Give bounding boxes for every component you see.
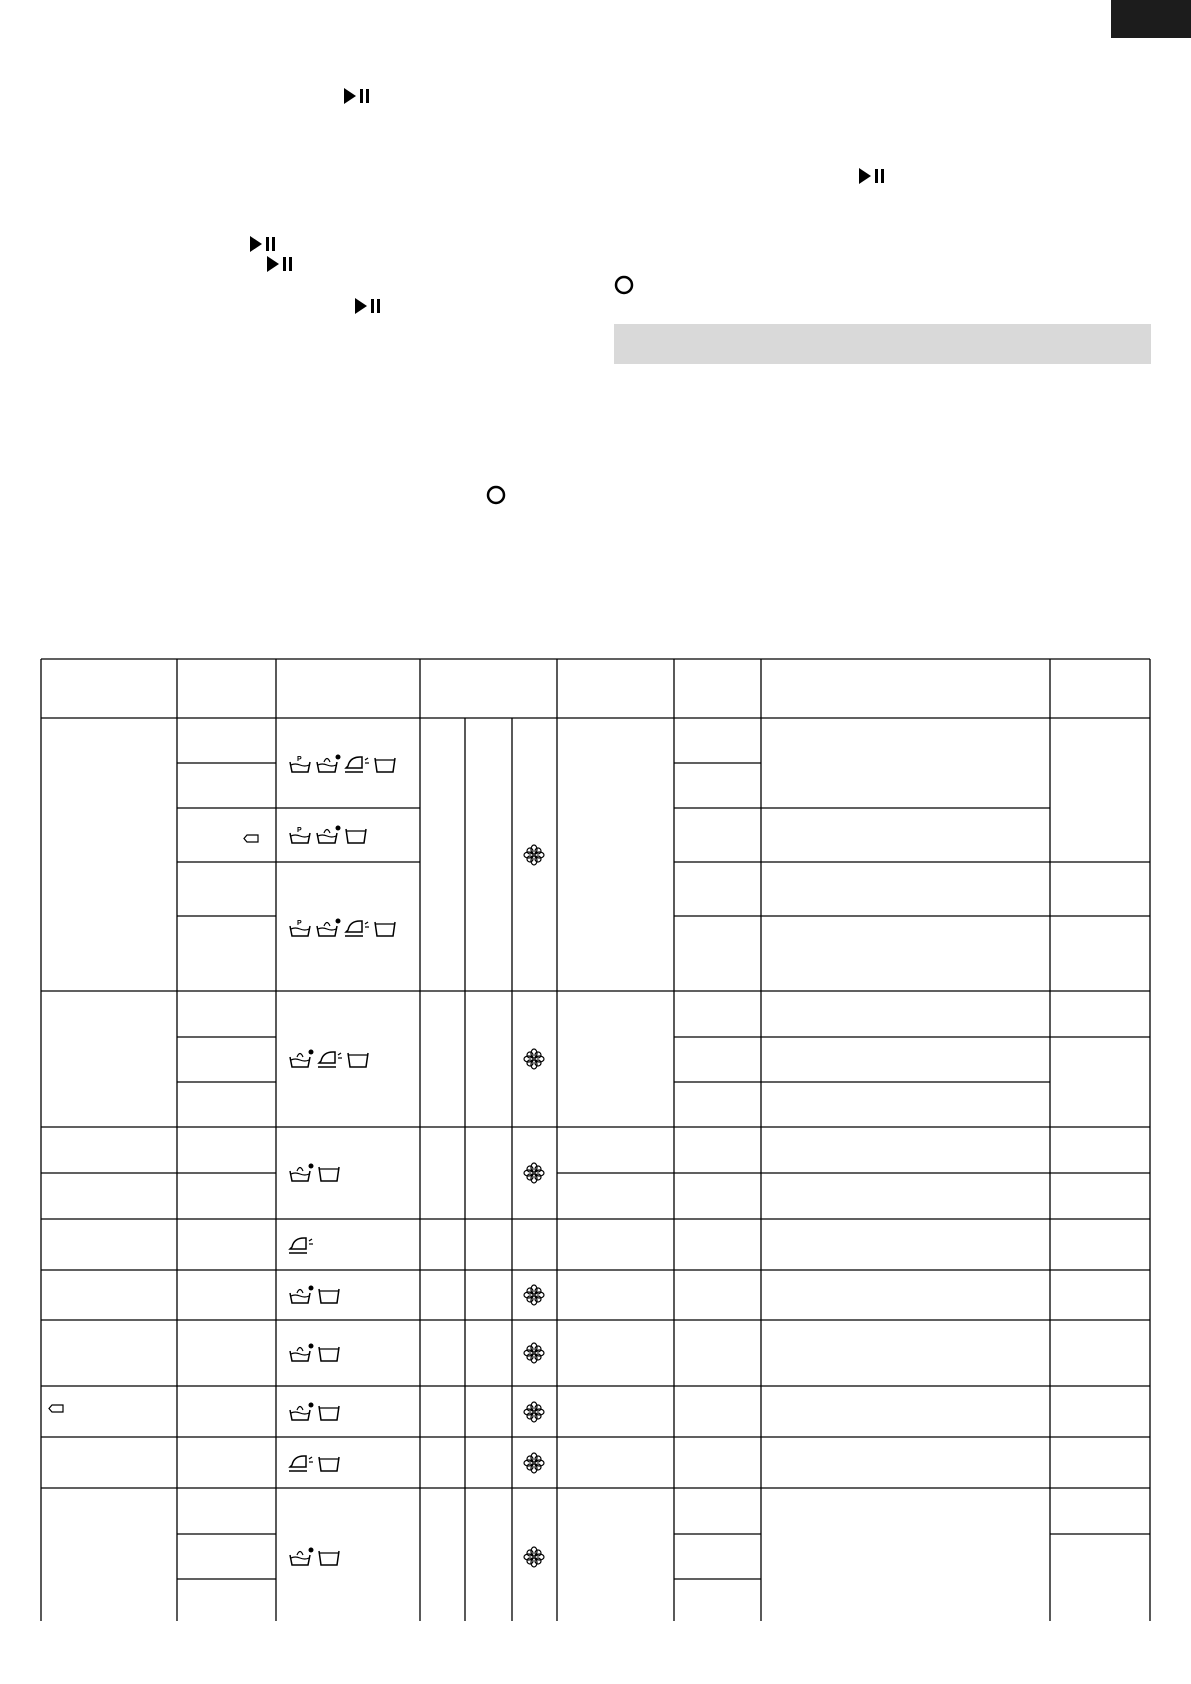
steam-iron-icon (288, 1235, 314, 1255)
play-pause-icon (249, 235, 277, 253)
softener-tub-icon (288, 1285, 314, 1305)
drain-tub-icon (317, 1402, 341, 1422)
drain-tub-icon (317, 1285, 341, 1305)
spin-flower-icon (523, 844, 545, 866)
softener-tub-icon (288, 1343, 314, 1363)
spin-flower-icon (523, 1546, 545, 1568)
tag-icon (48, 1400, 64, 1409)
language-tab (1111, 0, 1191, 38)
steam-iron-icon (344, 918, 370, 938)
prewash-tub-icon (288, 754, 312, 774)
tag-icon (243, 830, 259, 839)
care-symbols (288, 1343, 341, 1363)
spin-flower-icon (523, 1452, 545, 1474)
prewash-tub-icon (288, 825, 312, 845)
care-symbols (288, 1049, 370, 1069)
drain-tub-icon (344, 825, 368, 845)
drain-tub-icon (373, 754, 397, 774)
care-symbols (288, 1285, 341, 1305)
softener-tub-icon (288, 1163, 314, 1183)
drain-tub-icon (317, 1163, 341, 1183)
circle-icon (485, 484, 507, 506)
softener-tub-icon (288, 1049, 314, 1069)
care-symbols (288, 918, 397, 938)
care-symbols (288, 825, 368, 845)
circle-icon (613, 274, 635, 296)
care-symbols (288, 1453, 341, 1473)
drain-tub-icon (317, 1343, 341, 1363)
steam-iron-icon (344, 754, 370, 774)
play-pause-icon (266, 255, 294, 273)
spin-flower-icon (523, 1342, 545, 1364)
care-symbols (288, 754, 397, 774)
softener-tub-icon (315, 754, 341, 774)
program-table (40, 658, 1151, 1621)
table-grid (40, 658, 1151, 1621)
play-pause-icon (858, 167, 886, 185)
softener-tub-icon (288, 1402, 314, 1422)
spin-flower-icon (523, 1401, 545, 1423)
steam-iron-icon (288, 1453, 314, 1473)
care-symbols (288, 1235, 314, 1255)
drain-tub-icon (317, 1547, 341, 1567)
play-pause-icon (343, 87, 371, 105)
care-symbols (288, 1163, 341, 1183)
softener-tub-icon (288, 1547, 314, 1567)
spin-flower-icon (523, 1162, 545, 1184)
softener-tub-icon (315, 825, 341, 845)
care-symbols (288, 1547, 341, 1567)
drain-tub-icon (346, 1049, 370, 1069)
spin-flower-icon (523, 1284, 545, 1306)
prewash-tub-icon (288, 918, 312, 938)
spin-flower-icon (523, 1048, 545, 1070)
section-heading-band (614, 324, 1151, 364)
softener-tub-icon (315, 918, 341, 938)
steam-iron-icon (317, 1049, 343, 1069)
care-symbols (288, 1402, 341, 1422)
drain-tub-icon (317, 1453, 341, 1473)
play-pause-icon (354, 297, 382, 315)
drain-tub-icon (373, 918, 397, 938)
